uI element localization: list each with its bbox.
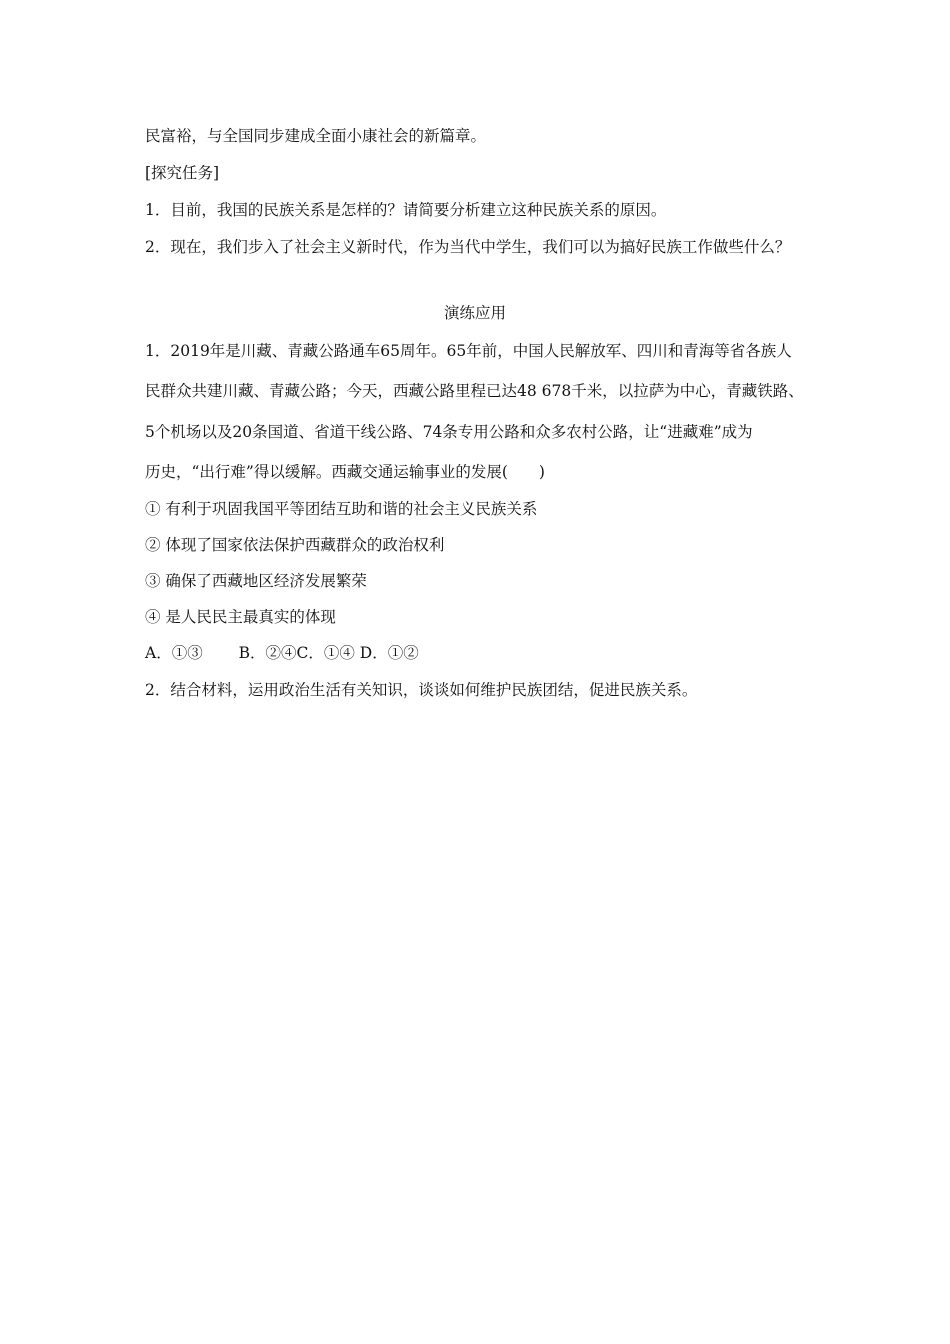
q1-stem-line: 5个机场以及20条国道、省道干线公路、74条专用公路和众多农村公路，让“进藏难”成为 xyxy=(145,423,753,441)
inquiry-question-1: 1．目前，我国的民族关系是怎样的？请简要分析建立这种民族关系的原因。 xyxy=(145,201,667,219)
q1-stem-line: 1．2019年是川藏、青藏公路通车65周年。65年前，中国人民解放军、四川和青海等省各族人 xyxy=(145,342,792,360)
q1-option-4: ④ 是人民民主最真实的体现 xyxy=(145,608,336,626)
section-label: [探究任务] xyxy=(145,164,220,182)
q1-answer-choices: A．①③ B．②④C．①④ D．①② xyxy=(145,644,419,662)
q1-option-1: ① 有利于巩固我国平等团结互助和谐的社会主义民族关系 xyxy=(145,500,538,518)
q1-stem-line: 历史，“出行难”得以缓解。西藏交通运输事业的发展( ) xyxy=(145,463,545,481)
q1-stem-line: 民群众共建川藏、青藏公路；今天，西藏公路里程已达48 678千米，以拉萨为中心，青藏铁路、 xyxy=(145,382,804,400)
text-line: 民富裕，与全国同步建成全面小康社会的新篇章。 xyxy=(145,127,487,145)
section-title: 演练应用 xyxy=(443,304,506,322)
q1-option-3: ③ 确保了西藏地区经济发展繁荣 xyxy=(145,572,367,590)
question-2: 2．结合材料，运用政治生活有关知识，谈谈如何维护民族团结，促进民族关系。 xyxy=(145,681,698,699)
inquiry-question-2: 2．现在，我们步入了社会主义新时代，作为当代中学生，我们可以为搞好民族工作做些什么？ xyxy=(145,238,791,256)
q1-option-2: ② 体现了国家依法保护西藏群众的政治权利 xyxy=(145,536,445,554)
